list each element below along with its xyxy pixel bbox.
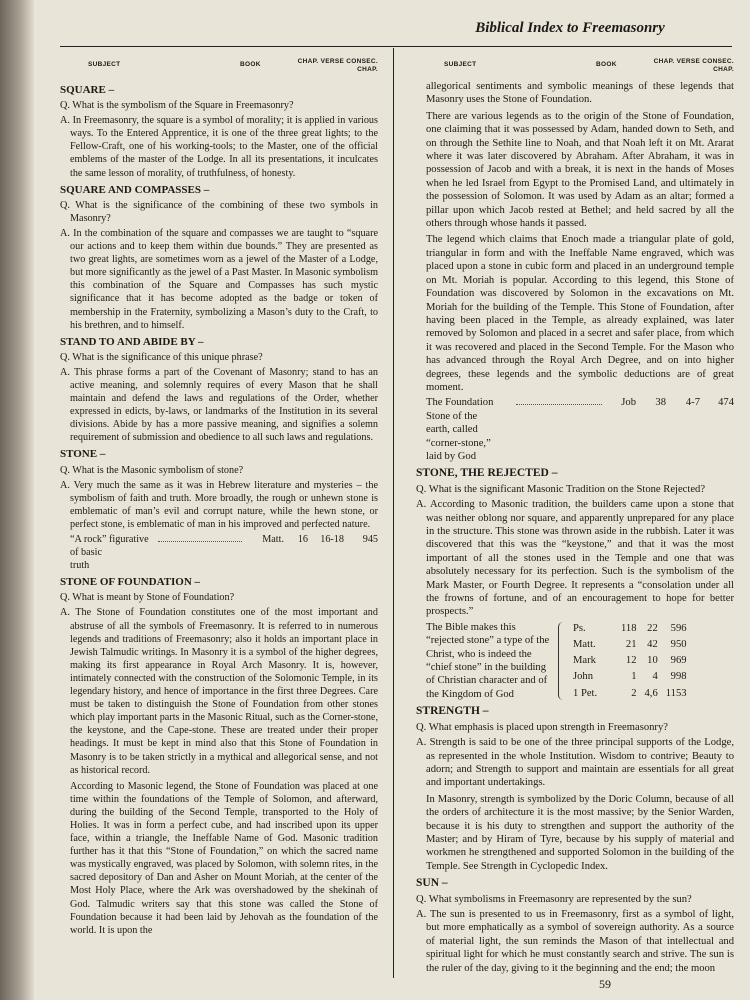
entry-heading: SUN –: [416, 877, 448, 890]
answer: A. In Freemasonry, the square is a symbol of morality; it is applied in various ways. To the Entered Apprentice, it is one of the three great lights; to the Fellow-Craft, one of his working-tools; to the Master, one of the official emblems of the master of the Lodge. In all its presentations, it inculcates the same lesson of morality, of truthfulness, of honesty.: [60, 115, 378, 179]
entry-heading: STONE, THE REJECTED –: [416, 467, 558, 480]
paragraph: In Masonry, strength is symbolized by the Doric Column, because of all the orders of architecture it is the most massive; by the Senior Warden, because it is his duty to strengthen and support the authority of the Master; and by Hiram of Tyre, because by his supply of material and workmen he strengthened and supported Solomon in the building of the Temple. See Strength in Cyclopedic Index.: [426, 793, 734, 872]
entry-heading: STONE –: [60, 448, 106, 461]
table-row: 1 Pet. 2 4,6 1153: [573, 687, 687, 699]
scripture-reference-group: The Bible makes this “rejected stone” a type of the Christ, who is indeed the “chief stone” in the building of Christian character and of the Kingdom of God Ps. 118 22 596 Matt. 21 42 950 Mark 12 10 969 John 1 4 998 1 Pet. 2 4,6 1153: [416, 621, 734, 701]
paragraph: There are various legends as to the origin of the Stone of Foundation, one claiming that it was possessed by Adam, handed down to Seth, and on through the Sethite line to Noah, and that Noah left it on Mt. Ararat where it was later discovered by Abraham. After Abraham, it was in possession of Jacob and with a break, it is next in the hands of Moses when he led Israel from Egypt to the Promised Land, and ultimately in the possession of Solomon. It was used by Adam as an altar; formed a pillar upon which Jacob rested at Bethel; and held sacred by all the others through whose hands it passed.: [426, 110, 734, 230]
entry-stand-to-and-abide-by: [60, 336, 378, 445]
question: Q. What is the significant Masonic Tradition on the Stone Rejected?: [416, 483, 706, 495]
scripture-reference: The Foundation Stone of the earth, called “corner-stone,” laid by God Job 38 4-7 474: [426, 397, 734, 462]
answer: A. This phrase forms a part of the Covenant of Masonry; stand to has an active meaning, and solemnly requires of every Mason that he shall maintain and defend the laws and regulations of the Order, whether expressed in edicts, by-laws, or landmarks of the Institution in its several divisions. Abide by has a more passive meaning, and signifies a solemn requirement of submission and obedience to all such laws and regulations.: [60, 366, 378, 444]
scripture-reference: “A rock” figurative of basic truth Matt. 16 16-18 945: [70, 534, 378, 572]
entry-strength: [416, 705, 734, 873]
table-row: John 1 4 998: [573, 671, 687, 683]
answer: A. Strength is said to be one of the three principal supports of the Lodge, as represented in the whole Institution. Wisdom to contrive; Beauty to adorn; and Strength to support and maintain are essentials for all great and important undertakings.: [416, 737, 734, 789]
column-header: SUBJECT BOOK CHAP. VERSE CONSEC. CHAP.: [88, 58, 378, 73]
paragraph: According to Masonic legend, the Stone of Foundation was placed at one time within the foundations of the Temple of Solomon, and afterward, during the building of the Second Temple, transported to the Holy of Holies. It was in form a perfect cube, and had inscribed upon its upper face, within a triangle, the Ineffable Name of God. Masonic tradition further has it that this “Stone of Foundation,” on which the sacred name was mystically engraved, was placed by Solomon, with solemn rites, in the sacred depository of Dan and Asher on Mount Moriah, at the center of the Most Holy Place, where the Ark was overshadowed by the shekinah of God. Talmudic writers say that this stone was called the Stone of Foundation because it had been laid by Jehovah as the foundation of the world. It is upon the: [70, 780, 378, 936]
entry-stone: [60, 448, 378, 572]
entry-stone-the-rejected: [416, 467, 734, 701]
question: Q. What symbolisms in Freemasonry are represented by the sun?: [416, 893, 692, 905]
entry-heading: STONE OF FOUNDATION –: [60, 576, 201, 589]
answer: A. The Stone of Foundation constitutes one of the most important and abstruse of all the symbols of Freemasonry. It is referred to in numerous legends and traditions of Freemasonry; also it holds an important place in Jewish Talmudic writings. In Masonry it is a symbol of the higher degrees, making its first appearance in Royal Arch Masonry. It is, however, intimately connected with the construction of the Solomonic Temple, in its legendary history, and hence of importance in the first three Degrees. Care must be taken to distinguish the Stone of Foundation from other stones which play important parts in the Masonic Ritual, such as the Corner-stone, the keystone, and the Cape-stone. These are treated under their proper headings. It must be kept in mind also that this Stone of Foundation in Masonry is to be taken strictly in a mythical and allegorical sense, and not as historical record.: [60, 607, 378, 776]
answer: A. According to Masonic tradition, the builders came upon a stone that was neither oblong nor square, and apparently unprepared for any place in the structure. This stone was thrown aside in the rubbish. Later it was discovered that this was the “keystone,” and that it was the most important of all the stones used in the Temple and one that was absolutely necessary for its perfection. Such is the symbolism of the Mark Master, or Fourth Degree. It represents a “consolation under all the frowns of fortune, and of an encouragement to hope for better prospects.”: [416, 499, 734, 618]
reference-table: [569, 621, 691, 701]
answer: A. Very much the same as it was in Hebrew literature and mysteries – the symbolism of faith and truth. More broadly, the rough or unhewn stone is emblematic of man’s evil and corrupt nature, while the hewn stone, or perfect stone, is emblematic of man in his improved and perfected nature.: [60, 479, 378, 530]
entry-heading: STAND TO AND ABIDE BY –: [60, 335, 204, 348]
question: Q. What is the Masonic symbolism of stone?: [60, 464, 244, 476]
left-column: [60, 50, 378, 978]
entry-heading: SQUARE AND COMPASSES –: [60, 183, 210, 196]
header-rule: [60, 46, 732, 47]
question: Q. What is the symbolism of the Square in Freemasonry?: [60, 100, 294, 112]
question: Q. What is the significance of the combining of these two symbols in Masonry?: [60, 199, 378, 224]
paragraph: The legend which claims that Enoch made a triangular plate of gold, triangular in form and with the Ineffable Name engraved, which was placed upon a stone in cubic form and placed in an underground temple on Mt. Moriah is popular. According to this legend, this Stone of Foundation was discovered by Solomon in the excavations on Mt. Moriah for the building of the Temple. This Stone of Foundation, after having been placed in the Temple, as already explained, was later removed by Solomon and placed in a secret and safer place, from which it was recovered and placed in the Second Temple. For the Mason who has advanced through the Royal Arch Degree, and on into higher degrees, these legends and the symbolic deductions are of great moment.: [426, 234, 734, 393]
column-divider: [393, 48, 394, 978]
entry-heading: SQUARE –: [60, 84, 115, 96]
entry-sun: [416, 877, 734, 975]
page-number: 59: [599, 977, 611, 991]
column-header: SUBJECT BOOK CHAP. VERSE CONSEC. CHAP.: [444, 58, 734, 73]
table-row: Mark 12 10 969: [573, 655, 687, 667]
question: Q. What is the significance of this unique phrase?: [60, 351, 263, 363]
answer: A. In the combination of the square and compasses we are taught to “square our actions and to keep them within due bounds.” They are presented as two great lights, are sometimes worn as a jewel of the Master of a Lodge, but more significantly as the jewel of a Past Master. In Masonic symbolism this combination of the Square and Compasses has such mystic significance that it has become adopted as the badge or token of membership in the Fraternity, symbolizing a Mason’s duty to the Craft, to his brethren, and to himself.: [60, 227, 378, 331]
page-title: Biblical Index to Freemasonry: [475, 20, 665, 36]
paragraph: allegorical sentiments and symbolic meanings of these legends that Masonry uses the Stone of Foundation.: [426, 81, 734, 106]
entry-square: [60, 84, 378, 180]
question: Q. What emphasis is placed upon strength in Freemasonry?: [416, 721, 668, 733]
bracket: [558, 622, 563, 700]
question: Q. What is meant by Stone of Foundation?: [60, 592, 235, 604]
entry-heading: STRENGTH –: [416, 705, 489, 718]
table-row: Ps. 118 22 596: [573, 623, 687, 635]
answer: A. The sun is presented to us in Freemasonry, first as a symbol of light, but more emphatically as a symbol of sovereign authority. As a source of material light, the sun reminds the Mason of that intellectual and spiritual light for which he must constantly search and strive. The sun is the ruler of the day, giving to it the beginning and the end; the moon: [416, 908, 734, 974]
book-spine-shadow: [0, 0, 34, 1000]
right-column: [416, 50, 734, 978]
entry-stone-of-foundation: [60, 576, 378, 937]
table-row: Matt. 21 42 950: [573, 639, 687, 651]
entry-square-and-compasses: [60, 184, 378, 332]
